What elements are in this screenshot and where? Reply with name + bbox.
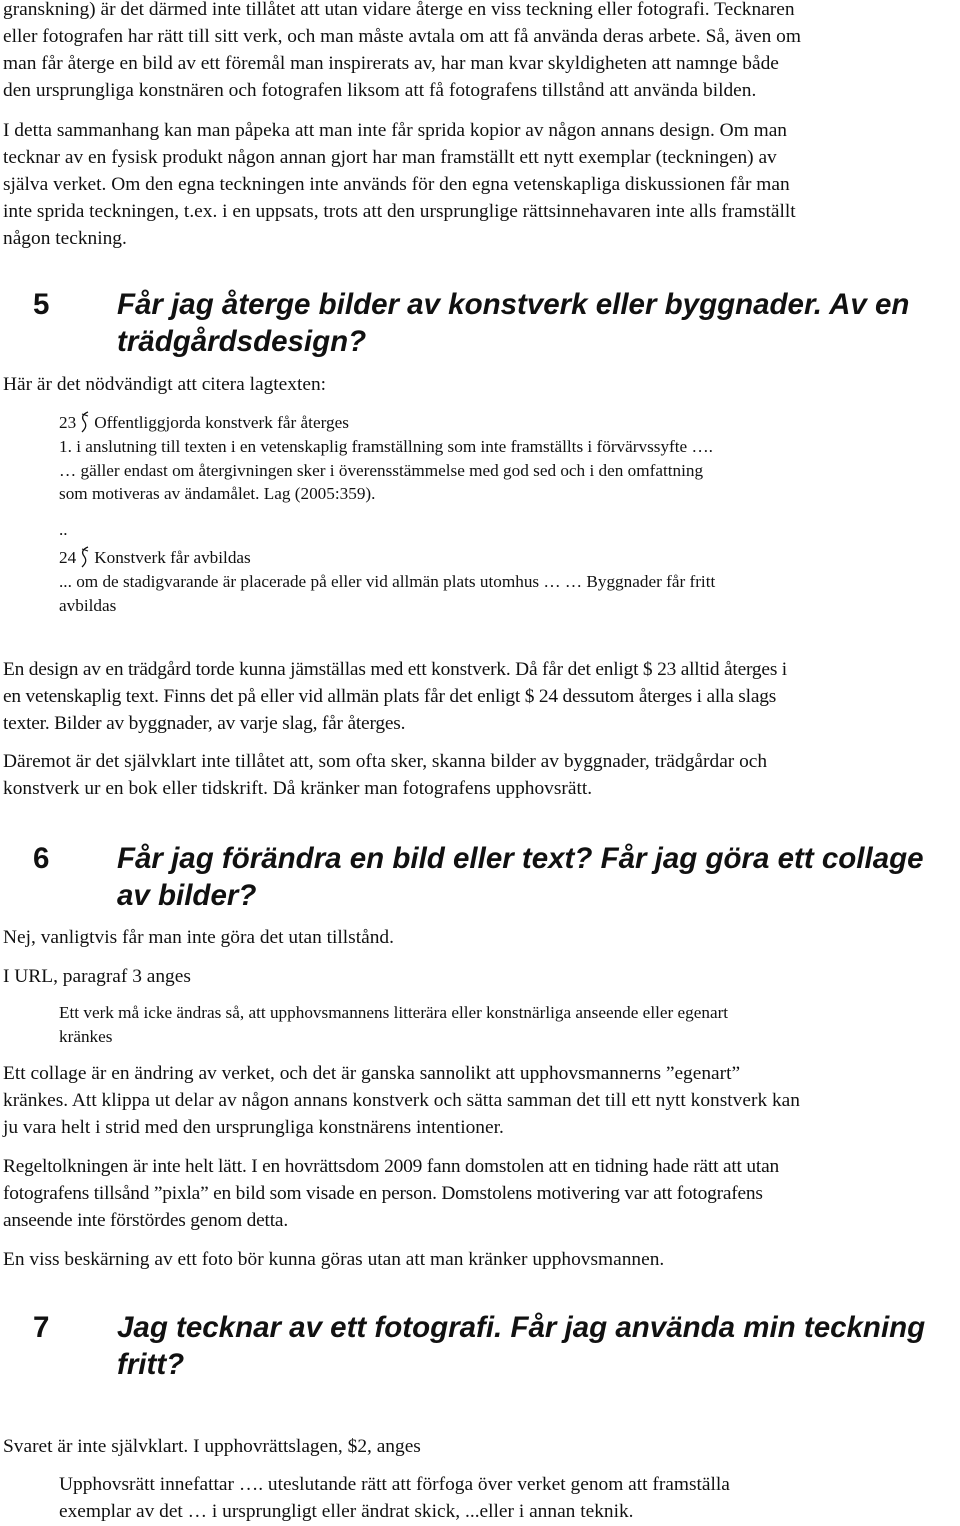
law-23-heading xyxy=(59,411,939,435)
section-5-heading xyxy=(33,286,953,360)
law-24-heading xyxy=(59,546,939,570)
ellipsis-dots: .. xyxy=(59,520,68,539)
section-6-paragraph-3: Ett collage är en ändring av verket, och det är ganska sannolikt att upphovsmannerns ”egenart” kränkes. Att klippa ut delar av någon annans konstverk och sätta samman det till ett nytt konstverk kan ju vara helt i strid med den ursprungliga konstnärens intentioner. xyxy=(3,1063,800,1138)
law-23-number: 23 xyxy=(59,413,77,432)
section-5-paragraph-2: Däremot är det självklart inte tillåtet att, som ofta sker, skanna bilder av byggnader, trädgårdar och konstverk ur en bok eller tidskrift. Då kränker man fotografens upphovsrätt. xyxy=(3,751,768,799)
section-6-paragraph-2: I URL, paragraf 3 anges xyxy=(3,966,191,987)
section-5-number: 5 xyxy=(33,288,50,321)
section-6-paragraph-4: Regeltolkningen är inte helt lätt. I en hovrättsdom 2009 fann domstolen att en tidning hade rätt att utan fotografens tillsånd ”pixla” en bild som visade en person. Domstolens motivering var att fotografens anseende inte förstördes genom detta. xyxy=(3,1156,779,1231)
section-5-paragraph-1: En design av en trädgård torde kunna jämställas med ett konstverk. Då får det enligt $ 23 alltid återges i en vetenskaplig text. Finns det på eller vid allmän plats får det enligt $ 24 dessutom återges i alla slags texter. Bilder av byggnader, av varje slag, får återges. xyxy=(3,659,787,734)
law-23-title: Offentliggjorda konstverk får återges xyxy=(94,413,349,432)
section-6-heading xyxy=(33,840,953,914)
law-24-body: ... om de stadigvarande är placerade på eller vid allmän plats utomhus … … Byggnader får fritt avbildas xyxy=(59,572,716,615)
paragraph-sign-icon xyxy=(79,411,91,433)
section-7-quote: Upphovsrätt innefattar …. uteslutande rätt att förfoga över verket genom att framställa exemplar av det … i ursprungligt eller ändrat skick, ...eller i annan teknik. xyxy=(59,1474,730,1522)
law-24-number: 24 xyxy=(59,548,77,567)
section-7-number: 7 xyxy=(33,1311,50,1344)
section-5-lead: Här är det nödvändigt att citera lagtexten: xyxy=(3,374,327,395)
paragraph-sign-icon xyxy=(79,546,91,568)
section-7-heading xyxy=(33,1309,953,1383)
section-6-quote: Ett verk må icke ändras så, att upphovsmannens litterära eller konstnärliga anseende eller egenart kränkes xyxy=(59,1003,729,1046)
intro-paragraph-1: granskning) är det därmed inte tillåtet att utan vidare återge en viss teckning eller fotografi. Tecknaren eller fotografen har rätt till sitt verk, och man måste avtala om att få använda deras arbete. Så, även om man får återge en bild av ett föremål man inspirerats av, har man kvar skyldigheten att namnge både den ursprungliga konstnären och fotografen liksom att få fotografens tillstånd att använda bilden. xyxy=(3,0,801,101)
section-6-paragraph-1: Nej, vanligtvis får man inte göra det utan tillstånd. xyxy=(3,927,394,948)
section-7-paragraph-1: Svaret är inte självklart. I upphovrättslagen, $2, anges xyxy=(3,1436,421,1457)
law-23-body: 1. i anslutning till texten i en vetenskaplig framställning som inte framställts i förvärvssyfte …. … gäller endast om återgivningen sker i överensstämmelse med god sed och i den omfattning som motiveras av ändamålet. Lag (2005:359). xyxy=(59,437,713,503)
section-6-number: 6 xyxy=(33,842,50,875)
section-6-title: Får jag förändra en bild eller text? Får jag göra ett collage av bilder? xyxy=(117,842,924,912)
intro-paragraph-2: I detta sammanhang kan man påpeka att man inte får sprida kopior av någon annans design. Om man tecknar av en fysisk produkt någon annan gjort har man framställt ett nytt exemplar (teckningen) av själva verket. Om den egna teckningen inte används för den egna vetenskapliga diskussionen får man inte sprida teckningen, t.ex. i en uppsats, trots att den ursprunglige rättsinnehavaren inte alls framställt någon teckning. xyxy=(3,120,796,249)
section-6-paragraph-5: En viss beskärning av ett foto bör kunna göras utan att man kränker upphovsmannen. xyxy=(3,1249,665,1270)
section-7-title: Jag tecknar av ett fotografi. Får jag använda min teckning fritt? xyxy=(117,1311,926,1381)
section-5-title: Får jag återge bilder av konstverk eller byggnader. Av en trädgårdsdesign? xyxy=(117,288,910,358)
law-24-title: Konstverk får avbildas xyxy=(94,548,251,567)
